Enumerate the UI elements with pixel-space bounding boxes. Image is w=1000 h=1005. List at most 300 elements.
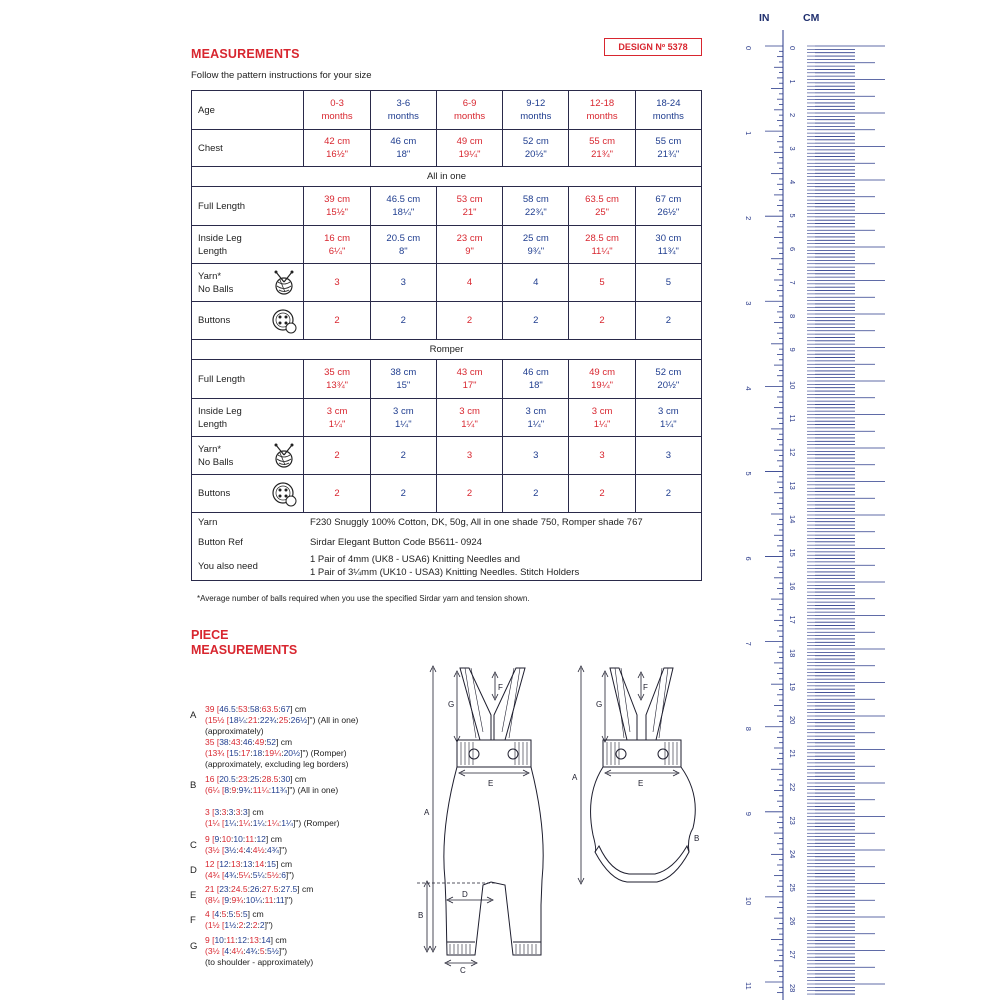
- piece-value: :: [219, 834, 222, 844]
- piece-value: 15: [266, 859, 277, 869]
- piece-value: 12 [: [205, 859, 220, 869]
- button-ref-info-label: Button Ref: [192, 533, 304, 553]
- piece-line: [205, 807, 339, 818]
- piece-value: 5½: [267, 946, 279, 956]
- piece-value: 5: [242, 909, 248, 919]
- piece-value: 4½: [252, 845, 265, 855]
- value: 2: [466, 315, 473, 326]
- piece-value: 3: [235, 807, 241, 817]
- piece-value: 1¼: [281, 818, 294, 828]
- piece-value: :: [268, 785, 272, 795]
- romper-buttons-row: [192, 475, 702, 513]
- allinone-yarn-row: [192, 264, 702, 302]
- piece-line: [205, 935, 313, 946]
- button-ref-info-line1: Sirdar Elegant Button Code B5611- 0924: [309, 537, 482, 548]
- piece-value: :: [226, 909, 229, 919]
- piece-line: [205, 715, 358, 726]
- piece-line: [205, 785, 339, 796]
- allinone-inside-leg-cell: [635, 226, 701, 264]
- allinone-buttons-cell: [304, 302, 370, 340]
- allinone-yarn-cell: [304, 264, 370, 302]
- diagram-label-e: E: [488, 779, 494, 788]
- imperial-value: 13¾": [326, 380, 348, 391]
- piece-value: ] cm: [276, 737, 293, 747]
- allinone-yarn-label-line2: No Balls: [198, 283, 234, 295]
- piece-value: :: [259, 884, 262, 894]
- piece-value: 52: [266, 737, 277, 747]
- piece-title-line2: MEASUREMENTS: [191, 643, 298, 657]
- measuring-ruler: [735, 0, 1000, 1000]
- allinone-inside-leg-row: [192, 226, 702, 264]
- piece-value: :: [250, 818, 253, 828]
- cm-label: 27: [788, 950, 797, 959]
- piece-value: 4: [238, 845, 244, 855]
- piece-value: :: [278, 884, 281, 894]
- piece-value: :: [262, 895, 265, 905]
- chest-cell: [503, 130, 569, 167]
- imperial-value: 17": [462, 380, 477, 391]
- romper-yarn-cell: [635, 437, 701, 475]
- size-header: [304, 91, 370, 130]
- piece-value: 53: [238, 704, 248, 714]
- piece-value: :: [258, 935, 262, 945]
- value: 2: [466, 488, 473, 499]
- piece-value: 4¾: [267, 845, 279, 855]
- piece-value: ] cm: [297, 884, 314, 894]
- piece-line: [205, 774, 339, 785]
- you-also-need-info-line1: 1 Pair of 4mm (UK8 - USA6) Knitting Needles and: [309, 554, 521, 566]
- piece-value: :: [246, 935, 250, 945]
- piece-value: :: [228, 859, 232, 869]
- you-also-need-info-line2: 1 Pair of 3¼mm (UK10 - USA3) Knitting Needles. Stitch Holders: [309, 567, 580, 579]
- piece-value: 10: [233, 834, 243, 844]
- piece-line: [205, 818, 339, 829]
- imperial-value: 11¾": [657, 245, 679, 257]
- metric-value: 28.5 cm: [585, 232, 619, 244]
- piece-value: :: [243, 946, 246, 956]
- allinone-yarn-cell: [370, 264, 436, 302]
- imperial-value: 9¾": [527, 245, 545, 257]
- romper-inside-leg-cell: [304, 399, 370, 437]
- cm-label: 26: [788, 917, 797, 926]
- yarn-info-line1: F230 Snuggly 100% Cotton, DK, 50g, All in one shade 750, Romper shade 767: [309, 517, 643, 529]
- imperial-value: 1¼": [461, 418, 478, 430]
- piece-value: 1½: [224, 920, 237, 930]
- piece-value: 28.5: [261, 774, 279, 784]
- cm-label: 24: [788, 850, 797, 859]
- piece-value: :: [264, 845, 267, 855]
- piece-line: [205, 726, 358, 737]
- allinone-inside-leg-cell: [503, 226, 569, 264]
- piece-line: [205, 946, 313, 957]
- piece-value: ]"): [284, 895, 293, 905]
- piece-value: :: [250, 785, 253, 795]
- piece-line: [205, 748, 358, 759]
- piece-value: 3: [214, 807, 220, 817]
- piece-value: :: [243, 920, 246, 930]
- romper-full-length-row: [192, 360, 702, 399]
- metric-value: 52 cm: [655, 367, 682, 378]
- piece-value: 19¼: [264, 748, 282, 758]
- piece-line: [205, 957, 313, 968]
- imperial-value: 25": [595, 207, 610, 218]
- chest-cell: [436, 130, 502, 167]
- piece-value: 5: [221, 909, 227, 919]
- inch-label: 9: [744, 811, 753, 816]
- metric-value: 55 cm: [589, 136, 615, 147]
- metric-value: 63.5 cm: [585, 194, 619, 205]
- romper-label-f: F: [643, 683, 648, 692]
- cm-label: 4: [788, 180, 797, 185]
- piece-value: :: [288, 715, 291, 725]
- imperial-value: 21¾": [657, 149, 680, 160]
- romper-buttons-cell: [503, 475, 569, 513]
- romper-full-length-cell: [569, 360, 635, 399]
- romper-inside-leg-cell: [569, 399, 635, 437]
- romper-yarn-cell: [436, 437, 502, 475]
- piece-value: 5: [235, 909, 241, 919]
- piece-line: [205, 859, 294, 870]
- allinone-yarn-cell: [635, 264, 701, 302]
- piece-value: 5: [259, 946, 265, 956]
- page-title: MEASUREMENTS: [191, 47, 300, 61]
- piece-value: 9: [231, 785, 237, 795]
- metric-value: 46 cm: [390, 136, 417, 147]
- size-unit: months: [321, 111, 353, 122]
- piece-value: :: [226, 807, 229, 817]
- value: 2: [400, 315, 406, 326]
- size-unit: months: [387, 111, 419, 122]
- piece-item-d: [205, 859, 294, 881]
- romper-full-length-cell: [436, 360, 502, 399]
- piece-line: [205, 920, 273, 931]
- value: 5: [599, 277, 605, 288]
- piece-value: 2: [259, 920, 265, 930]
- piece-value: :: [245, 715, 249, 725]
- piece-value: 5: [228, 909, 234, 919]
- value: 2: [533, 488, 539, 499]
- metric-value: 3 cm: [591, 405, 613, 417]
- piece-value: :: [229, 785, 232, 795]
- piece-value: 46: [242, 737, 253, 747]
- piece-line: [205, 895, 313, 906]
- allinone-yarn-cell: [503, 264, 569, 302]
- romper-buttons-cell: [635, 475, 701, 513]
- allinone-inside-leg-cell: [569, 226, 635, 264]
- piece-value: :: [250, 748, 253, 758]
- piece-value: ]"): [285, 870, 295, 880]
- chest-label: [192, 130, 304, 167]
- piece-value: :: [233, 909, 236, 919]
- romper-inside-leg-label-line1: Inside Leg: [198, 405, 242, 417]
- piece-value: 9: [224, 895, 230, 905]
- piece-value: :: [236, 870, 239, 880]
- diagram-label-f: F: [498, 683, 503, 692]
- size-header: [569, 91, 635, 130]
- piece-value: 5¼: [238, 870, 251, 880]
- piece-value: 9¾: [231, 895, 244, 905]
- piece-value: 18¼: [229, 715, 246, 725]
- imperial-value: 22¾": [524, 207, 547, 218]
- piece-letter-b: B: [190, 780, 197, 791]
- piece-value: :: [243, 845, 246, 855]
- piece-value: 5¼: [252, 870, 265, 880]
- metric-value: 58 cm: [522, 194, 549, 205]
- piece-value: ] cm: [247, 807, 264, 817]
- piece-value: :: [235, 704, 239, 714]
- piece-value: 12: [256, 834, 266, 844]
- piece-value: 12: [219, 859, 229, 869]
- metric-value: 25 cm: [522, 232, 549, 244]
- piece-value: 3: [228, 807, 234, 817]
- inch-label: 11: [744, 981, 753, 990]
- piece-value: :: [278, 818, 282, 828]
- size-unit: months: [520, 111, 552, 122]
- piece-value: ]") (Romper): [293, 818, 340, 828]
- piece-line: [205, 845, 287, 856]
- cm-label: 3: [788, 146, 797, 151]
- piece-line: [205, 884, 313, 895]
- garment-diagrams: [405, 660, 735, 975]
- piece-value: (15½ [: [205, 715, 230, 725]
- piece-value: 4¾: [224, 870, 237, 880]
- piece-line: [205, 737, 358, 748]
- all-in-one-diagram: [444, 668, 543, 955]
- piece-letter-g: G: [190, 941, 198, 952]
- allinone-full-length-cell: [569, 187, 635, 226]
- chest-cell: [304, 130, 370, 167]
- piece-value: ] cm: [290, 774, 307, 784]
- allinone-full-length-cell: [503, 187, 569, 226]
- piece-title-line1: PIECE: [191, 628, 229, 642]
- piece-value: 46.5: [219, 704, 236, 714]
- cm-label: 12: [788, 448, 797, 457]
- piece-value: 6: [281, 870, 286, 880]
- romper-inside-leg-label-line2: Length: [198, 418, 228, 430]
- metric-value: 39 cm: [324, 194, 350, 205]
- piece-value: 27.5: [280, 884, 298, 894]
- imperial-value: 18": [396, 149, 411, 160]
- piece-value: :: [240, 859, 243, 869]
- piece-value: (approximately): [205, 726, 264, 736]
- piece-value: (to shoulder - approximately): [205, 957, 314, 967]
- allinone-buttons-cell: [569, 302, 635, 340]
- piece-value: :: [240, 807, 243, 817]
- piece-value: 26: [249, 884, 260, 894]
- piece-value: 14: [261, 935, 271, 945]
- piece-value: :: [264, 859, 267, 869]
- cm-label: 21: [788, 749, 797, 758]
- cm-label: 13: [788, 481, 797, 490]
- piece-value: ]") (Romper): [300, 748, 347, 758]
- imperial-value: 1¼": [593, 418, 611, 430]
- piece-value: 4¾: [245, 946, 258, 956]
- piece-value: :: [242, 834, 246, 844]
- piece-value: 12: [237, 935, 247, 945]
- piece-measurements-title: [191, 628, 297, 658]
- allinone-inside-leg-cell: [370, 226, 436, 264]
- piece-value: :: [243, 895, 246, 905]
- piece-value: :: [240, 909, 243, 919]
- piece-value: 25: [278, 715, 289, 725]
- piece-value: ] cm: [265, 834, 282, 844]
- piece-value: ] cm: [270, 935, 287, 945]
- cm-label: 11: [788, 414, 797, 423]
- diagram-label-a: A: [424, 808, 430, 817]
- size-header: [503, 91, 569, 130]
- inch-label: 8: [744, 726, 753, 731]
- metric-value: 3 cm: [393, 405, 414, 417]
- piece-value: :: [231, 834, 234, 844]
- size-header: [635, 91, 701, 130]
- piece-value: 1¼: [238, 818, 251, 828]
- imperial-value: 21¾": [591, 149, 613, 160]
- romper-full-length-label-line1: Full Length: [198, 373, 246, 385]
- measurements-table: [191, 90, 702, 581]
- cm-label: 8: [788, 314, 797, 319]
- yarn-ball-icon: [271, 443, 297, 469]
- piece-value: 4 [: [205, 909, 215, 919]
- piece-value: 43: [231, 737, 241, 747]
- size-range: 3-6: [396, 98, 411, 109]
- piece-value: 26½: [290, 715, 308, 725]
- allinone-full-length-cell: [370, 187, 436, 226]
- romper-label-b: B: [694, 834, 700, 843]
- piece-value: 9: [214, 834, 220, 844]
- metric-value: 42 cm: [324, 136, 350, 147]
- piece-value: 22¾: [259, 715, 277, 725]
- romper-full-length-label: [192, 360, 304, 399]
- piece-value: :: [235, 774, 239, 784]
- imperial-value: 19¼": [591, 380, 613, 391]
- piece-line: [205, 796, 339, 807]
- cm-label: 28: [788, 984, 797, 993]
- allinone-inside-leg-label-line2: Length: [198, 245, 228, 257]
- allinone-yarn-label-line1: Yarn*: [198, 270, 222, 282]
- piece-value: 49: [254, 737, 265, 747]
- imperial-value: 18¼": [392, 207, 415, 218]
- cm-label: 22: [788, 783, 797, 792]
- value: 4: [533, 277, 539, 288]
- imperial-value: 8": [398, 245, 408, 257]
- piece-line: [205, 870, 294, 881]
- imperial-value: 1¼": [527, 418, 545, 430]
- romper-section-title: Romper: [192, 340, 702, 360]
- allinone-inside-leg-cell: [436, 226, 502, 264]
- piece-value: :: [257, 715, 260, 725]
- piece-value: :: [273, 895, 276, 905]
- imperial-value: 15½": [326, 207, 348, 218]
- imperial-value: 20½": [524, 149, 547, 160]
- size-unit: months: [453, 111, 486, 122]
- chest-cell: [370, 130, 436, 167]
- size-header: [370, 91, 436, 130]
- value: 5: [665, 277, 671, 288]
- cm-label: 25: [788, 883, 797, 892]
- allinone-yarn-cell: [569, 264, 635, 302]
- piece-value: (3½ [: [205, 946, 225, 956]
- imperial-value: 15": [396, 380, 411, 391]
- imperial-value: 1¼": [395, 418, 412, 430]
- romper-label-e: E: [638, 779, 644, 788]
- romper-yarn-cell: [503, 437, 569, 475]
- piece-value: 20.5: [219, 774, 236, 784]
- you-also-need-info-label: You also need: [192, 553, 304, 581]
- piece-letter-f: F: [190, 915, 196, 926]
- piece-value: :: [250, 870, 253, 880]
- romper-full-length-cell: [503, 360, 569, 399]
- diagram-label-g: G: [448, 700, 455, 709]
- chest-row: [192, 130, 702, 167]
- value: 3: [334, 277, 340, 288]
- piece-value: 10¼: [245, 895, 263, 905]
- value: 3: [665, 450, 671, 461]
- imperial-value: 1¼": [660, 418, 677, 430]
- piece-letter-d: D: [190, 865, 197, 876]
- cm-label: 19: [788, 682, 797, 691]
- value: 2: [533, 315, 539, 326]
- metric-value: 20.5 cm: [386, 232, 421, 244]
- romper-yarn-label-line1: Yarn*: [198, 443, 222, 455]
- piece-value: 2: [252, 920, 258, 930]
- romper-buttons-cell: [436, 475, 502, 513]
- imperial-value: 19¼": [458, 149, 481, 160]
- you-also-need-info-row: [192, 553, 702, 581]
- metric-value: 52 cm: [522, 136, 549, 147]
- piece-value: :: [236, 845, 239, 855]
- cm-label: 0: [788, 46, 797, 51]
- piece-value: :: [259, 704, 262, 714]
- allinone-yarn-label: [192, 264, 304, 302]
- piece-value: :: [252, 737, 255, 747]
- value: 4: [466, 277, 473, 288]
- button-icon: [271, 481, 297, 507]
- piece-item-g: [205, 935, 313, 968]
- cm-label: 7: [788, 280, 797, 285]
- piece-value: :: [264, 946, 267, 956]
- metric-value: 38 cm: [390, 367, 417, 378]
- piece-value: 13: [231, 859, 241, 869]
- piece-letter-e: E: [190, 890, 197, 901]
- age-label: Age: [192, 91, 304, 130]
- piece-value: 3 [: [205, 807, 215, 817]
- piece-value: :: [250, 845, 253, 855]
- imperial-value: 26½": [657, 207, 680, 218]
- size-range: 9-12: [526, 98, 546, 109]
- piece-value: 15: [229, 748, 239, 758]
- piece-value: ] cm: [247, 909, 264, 919]
- inch-label: 5: [744, 471, 753, 476]
- piece-line: [205, 759, 358, 770]
- page-subtitle: Follow the pattern instructions for your size: [191, 70, 372, 81]
- metric-value: 3 cm: [459, 405, 480, 417]
- piece-value: 3: [242, 807, 248, 817]
- value: 3: [466, 450, 473, 461]
- metric-value: 3 cm: [658, 405, 679, 417]
- piece-value: 11: [226, 935, 236, 945]
- value: 2: [334, 488, 340, 499]
- romper-full-length-cell: [304, 360, 370, 399]
- piece-value: 1¼: [266, 818, 279, 828]
- allinone-inside-leg-label-line1: Inside Leg: [198, 232, 242, 244]
- metric-value: 3 cm: [326, 405, 348, 417]
- imperial-value: 1¼": [328, 418, 346, 430]
- metric-value: 30 cm: [655, 232, 682, 244]
- value: 2: [334, 315, 340, 326]
- piece-value: 14: [254, 859, 265, 869]
- piece-value: :: [228, 884, 232, 894]
- value: 2: [665, 315, 671, 326]
